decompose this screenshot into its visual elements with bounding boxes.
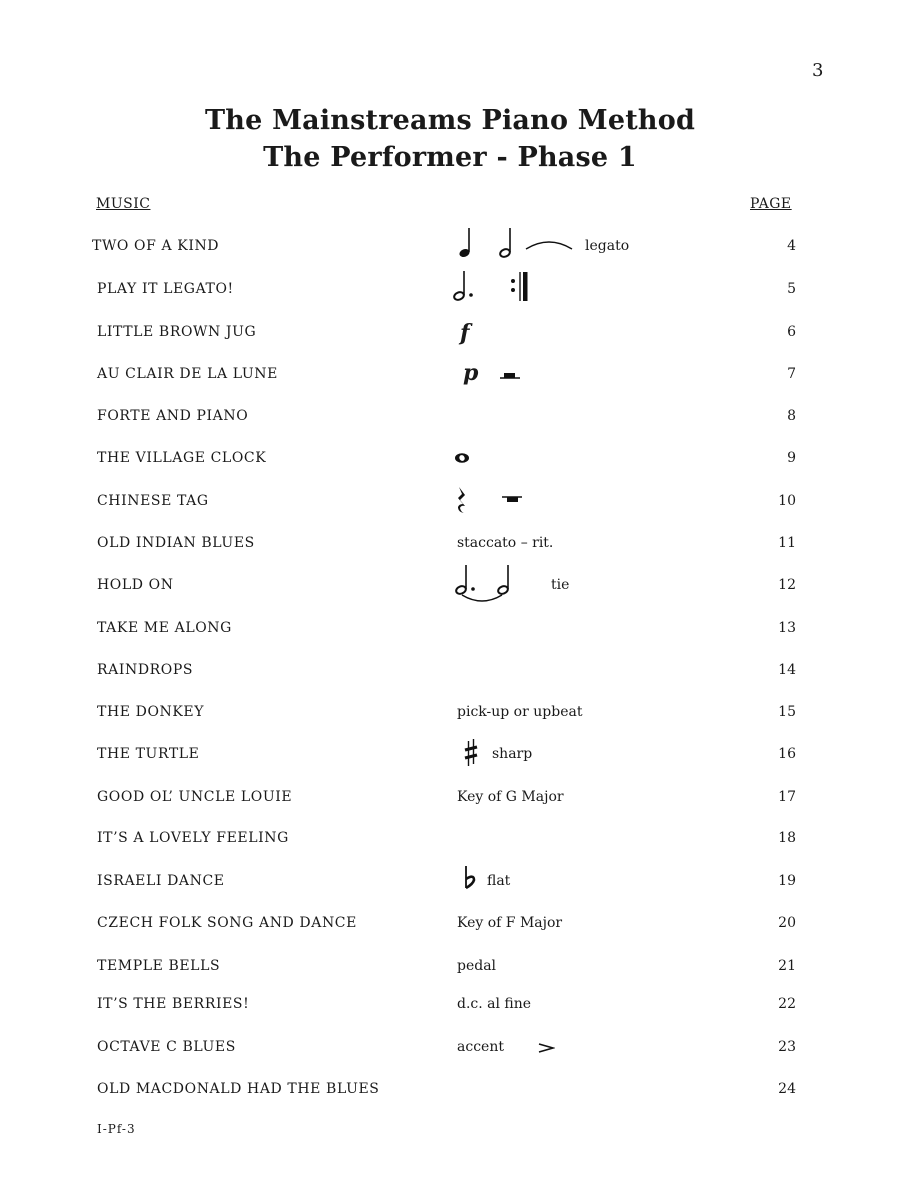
song-title: OCTAVE C BLUES	[97, 1039, 236, 1055]
song-title: IT’S THE BERRIES!	[97, 996, 250, 1012]
music-column-header: MUSIC	[96, 196, 151, 212]
toc-row	[0, 529, 900, 559]
page-column-header: PAGE	[750, 196, 792, 212]
song-title: LITTLE BROWN JUG	[97, 324, 257, 340]
accent-icon	[537, 1042, 555, 1054]
song-title: TAKE ME ALONG	[97, 620, 232, 636]
toc-row	[0, 909, 900, 939]
page-ref: 22	[778, 996, 796, 1012]
song-title: GOOD OL’ UNCLE LOUIE	[97, 789, 293, 805]
toc-row	[0, 867, 900, 897]
toc-row	[0, 740, 900, 770]
half-note-icon	[498, 226, 514, 260]
book-title: The Mainstreams Piano Method	[204, 105, 696, 136]
quarter-note-icon	[458, 226, 472, 260]
forte-icon: f	[460, 320, 470, 346]
book-subtitle: The Performer - Phase 1	[263, 142, 637, 173]
page-ref: 18	[778, 830, 796, 846]
whole-rest-icon	[500, 495, 524, 505]
toc-row	[0, 1075, 900, 1105]
concept-label: sharp	[492, 746, 533, 762]
song-title: OLD MACDONALD HAD THE BLUES	[97, 1081, 380, 1097]
song-title: PLAY IT LEGATO!	[97, 281, 234, 297]
song-title: AU CLAIR DE LA LUNE	[97, 366, 278, 382]
page-ref: 8	[787, 408, 796, 424]
song-title: HOLD ON	[97, 577, 174, 593]
toc-row	[0, 783, 900, 813]
page-number: 3	[812, 60, 824, 81]
page-ref: 7	[787, 366, 796, 382]
toc-row	[0, 487, 900, 517]
toc-row	[0, 318, 900, 348]
sharp-icon	[464, 738, 478, 768]
whole-note-icon	[453, 451, 471, 465]
page-ref: 4	[787, 238, 796, 254]
footer-code: I-Pf-3	[97, 1122, 136, 1136]
concept-label: Key of F Major	[457, 915, 563, 931]
toc-row	[0, 990, 900, 1020]
slur-icon	[524, 238, 574, 252]
page-ref: 20	[778, 915, 796, 931]
toc-row	[0, 656, 900, 686]
concept-label: tie	[551, 577, 570, 593]
dotted-half-note-icon	[452, 563, 478, 597]
page-ref: 15	[778, 704, 796, 720]
page-ref: 17	[778, 789, 796, 805]
toc-row	[0, 444, 900, 474]
concept-label: Key of G Major	[457, 789, 564, 805]
concept-label: pedal	[457, 958, 497, 974]
toc-row	[0, 614, 900, 644]
toc-row	[0, 275, 900, 305]
piano-icon: p	[463, 360, 479, 386]
toc-row	[0, 402, 900, 432]
song-title: THE TURTLE	[97, 746, 200, 762]
toc-row	[0, 571, 900, 601]
page-ref: 11	[778, 535, 796, 551]
page-ref: 10	[778, 493, 796, 509]
song-title: TWO OF A KIND	[92, 238, 220, 254]
toc-row	[0, 360, 900, 390]
song-title: IT’S A LOVELY FEELING	[97, 830, 289, 846]
song-title: THE DONKEY	[97, 704, 205, 720]
page-ref: 19	[778, 873, 796, 889]
toc-row	[0, 952, 900, 982]
toc-row	[0, 1033, 900, 1063]
song-title: CZECH FOLK SONG AND DANCE	[97, 915, 357, 931]
page-ref: 21	[778, 958, 796, 974]
song-title: ISRAELI DANCE	[97, 873, 225, 889]
page-ref: 14	[778, 662, 796, 678]
song-title: TEMPLE BELLS	[97, 958, 221, 974]
page-ref: 23	[778, 1039, 796, 1055]
concept-label: flat	[487, 873, 511, 889]
tie-icon	[460, 593, 504, 605]
half-rest-icon	[498, 371, 522, 381]
concept-label: pick-up or upbeat	[457, 704, 583, 720]
song-title: OLD INDIAN BLUES	[97, 535, 255, 551]
song-title: CHINESE TAG	[97, 493, 209, 509]
end-repeat-icon	[508, 270, 530, 304]
page-ref: 9	[787, 450, 796, 466]
song-title: RAINDROPS	[97, 662, 194, 678]
page-ref: 24	[778, 1081, 796, 1097]
toc-row	[0, 232, 900, 262]
flat-icon	[463, 865, 477, 891]
song-title: THE VILLAGE CLOCK	[97, 450, 267, 466]
page-ref: 16	[778, 746, 796, 762]
quarter-rest-icon	[455, 485, 469, 515]
song-title: FORTE AND PIANO	[97, 408, 249, 424]
concept-label: d.c. al fine	[457, 996, 532, 1012]
page-ref: 12	[778, 577, 796, 593]
dotted-half-note-icon	[450, 269, 476, 303]
page-ref: 13	[778, 620, 796, 636]
toc-row	[0, 698, 900, 728]
page-ref: 5	[787, 281, 796, 297]
toc-row	[0, 824, 900, 854]
concept-label: accent	[457, 1039, 504, 1055]
concept-label: legato	[585, 238, 630, 254]
concept-label: staccato – rit.	[457, 535, 554, 551]
page-ref: 6	[787, 324, 796, 340]
half-note-icon	[496, 563, 512, 597]
